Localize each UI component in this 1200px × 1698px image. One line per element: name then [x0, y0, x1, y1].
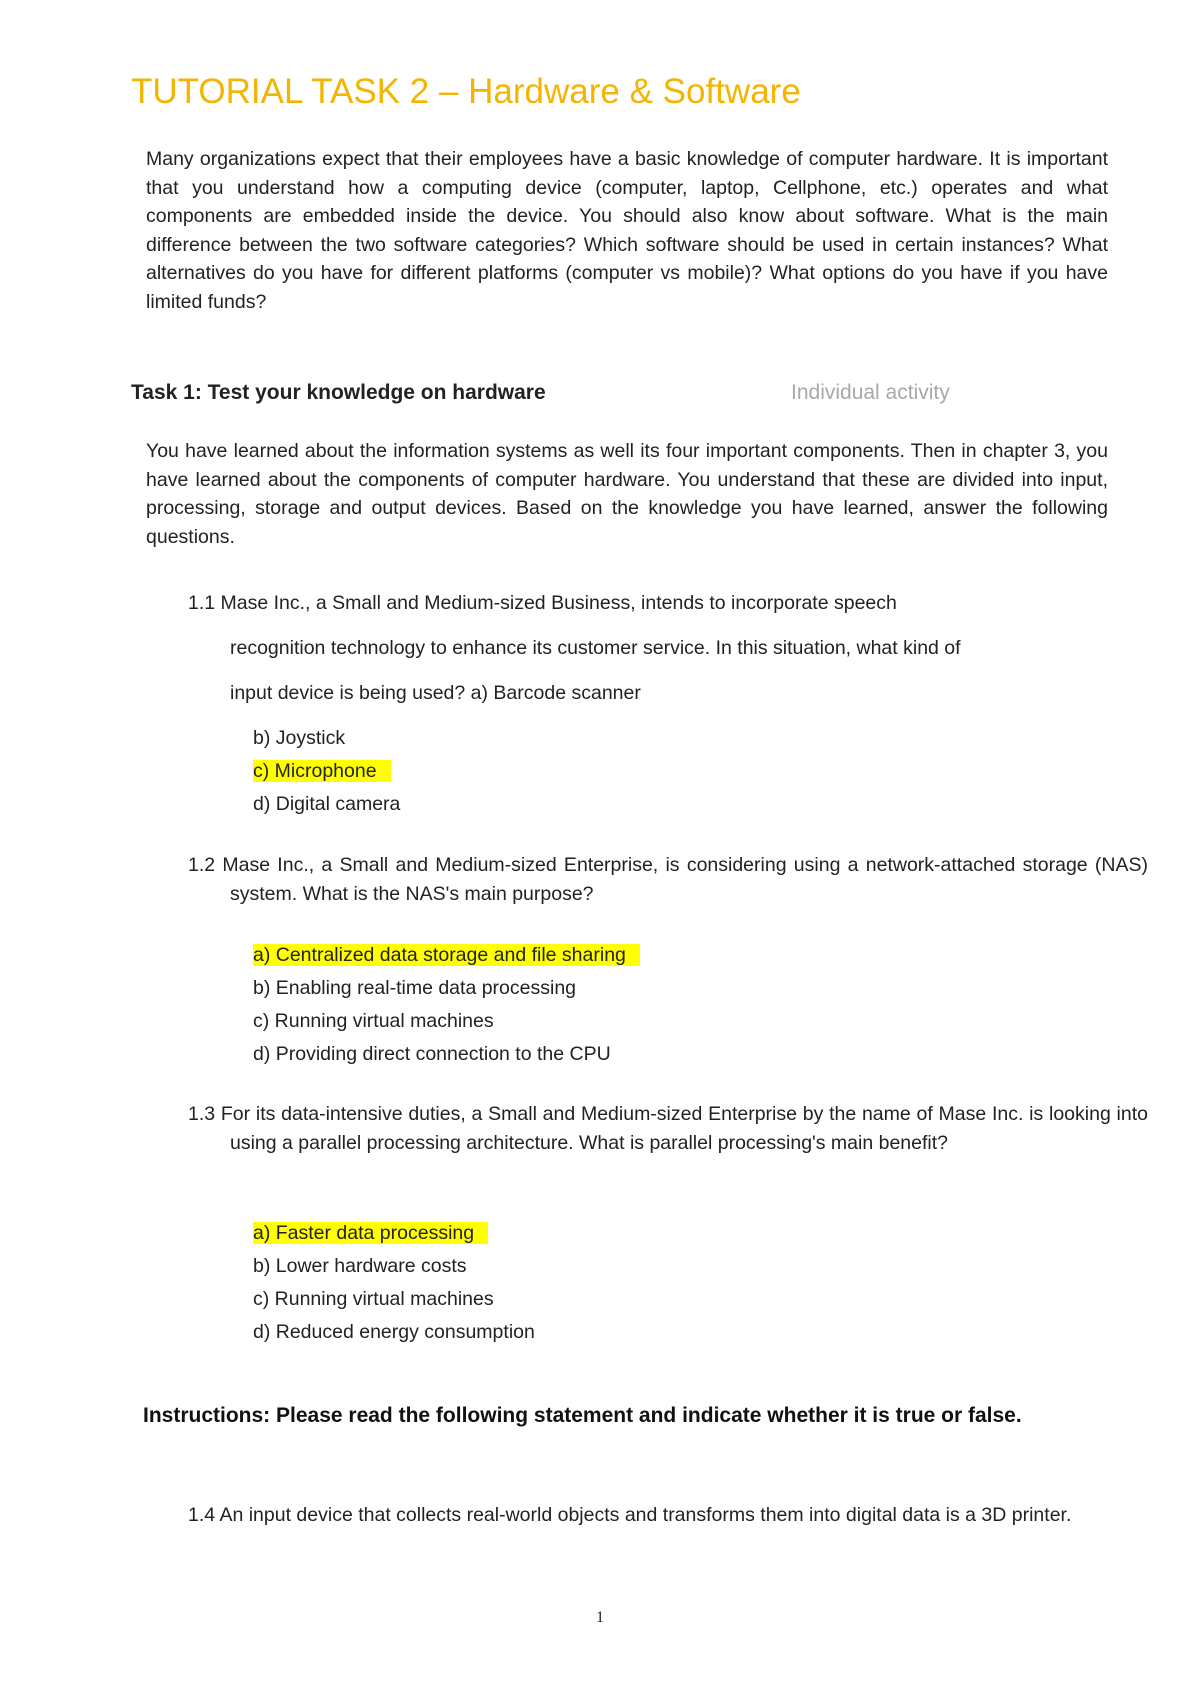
q1-2-option-b — [253, 977, 576, 1000]
option-text: c) Running virtual machines — [253, 1288, 494, 1310]
option-text: b) Joystick — [253, 727, 346, 749]
q1-1-option-d — [253, 793, 400, 816]
task1-activity-label: Individual activity — [791, 381, 950, 404]
option-text: c) Running virtual machines — [253, 1010, 494, 1032]
q1-3-option-d — [253, 1321, 535, 1344]
q1-1-line-2: recognition technology to enhance its customer service. In this situation, what kind of — [230, 637, 961, 659]
highlighted-answer: c) Microphone — [253, 760, 391, 782]
instructions-heading: Instructions: Please read the following statement and indicate whether it is true or false. — [143, 1404, 1022, 1427]
q1-2-question: 1.2 Mase Inc., a Small and Medium-sized Enterprise, is considering using a network-attached storage (NAS) system. What is the NAS's main purpose? — [188, 854, 1148, 905]
highlighted-answer: a) Faster data processing — [253, 1222, 488, 1244]
q1-4-statement: 1.4 An input device that collects real-world objects and transforms them into digital data is a 3D printer. — [188, 1504, 1072, 1526]
q1-1-option-c-answer — [253, 760, 391, 783]
intro-paragraph: Many organizations expect that their employees have a basic knowledge of computer hardware. It is important that you understand how a computing device (computer, laptop, Cellphone, etc.) operates and what components are embedded inside the device. You should also know about software. What is the main difference between the two software categories? Which software should be used in certain instances? What alternatives do you have for different platforms (computer vs mobile)? What options do you have if you have limited funds? — [146, 148, 1108, 313]
option-text: b) Lower hardware costs — [253, 1255, 467, 1277]
q1-3-question: 1.3 For its data-intensive duties, a Small and Medium-sized Enterprise by the name of Mase Inc. is looking into using a parallel processing architecture. What is parallel processing's main benefit? — [188, 1103, 1148, 1154]
q1-2-option-a-answer — [253, 944, 640, 967]
q1-3-option-c — [253, 1288, 494, 1311]
q1-1-line-3: input device is being used? a) Barcode scanner — [230, 682, 641, 704]
q1-1-line-1: 1.1 Mase Inc., a Small and Medium-sized Business, intends to incorporate speech — [188, 592, 897, 614]
task1-heading: Task 1: Test your knowledge on hardware — [131, 381, 546, 404]
q1-1-option-b — [253, 727, 345, 750]
q1-3-option-b — [253, 1255, 467, 1278]
q1-2-option-c — [253, 1010, 494, 1033]
highlighted-answer: a) Centralized data storage and file sharing — [253, 944, 640, 966]
document-title: TUTORIAL TASK 2 – Hardware & Software — [131, 72, 801, 111]
option-text: d) Providing direct connection to the CPU — [253, 1043, 611, 1065]
task1-paragraph: You have learned about the information systems as well its four important components. Then in chapter 3, you have learned about the components of computer hardware. You understand that these are divided into input, processing, storage and output devices. Based on the knowledge you have learned, answer the following questions. — [146, 440, 1108, 548]
page-number: 1 — [596, 1609, 604, 1626]
q1-3-option-a-answer — [253, 1222, 488, 1245]
option-text: d) Reduced energy consumption — [253, 1321, 535, 1343]
option-text: d) Digital camera — [253, 793, 401, 815]
option-text: b) Enabling real-time data processing — [253, 977, 577, 999]
q1-2-option-d — [253, 1043, 611, 1066]
